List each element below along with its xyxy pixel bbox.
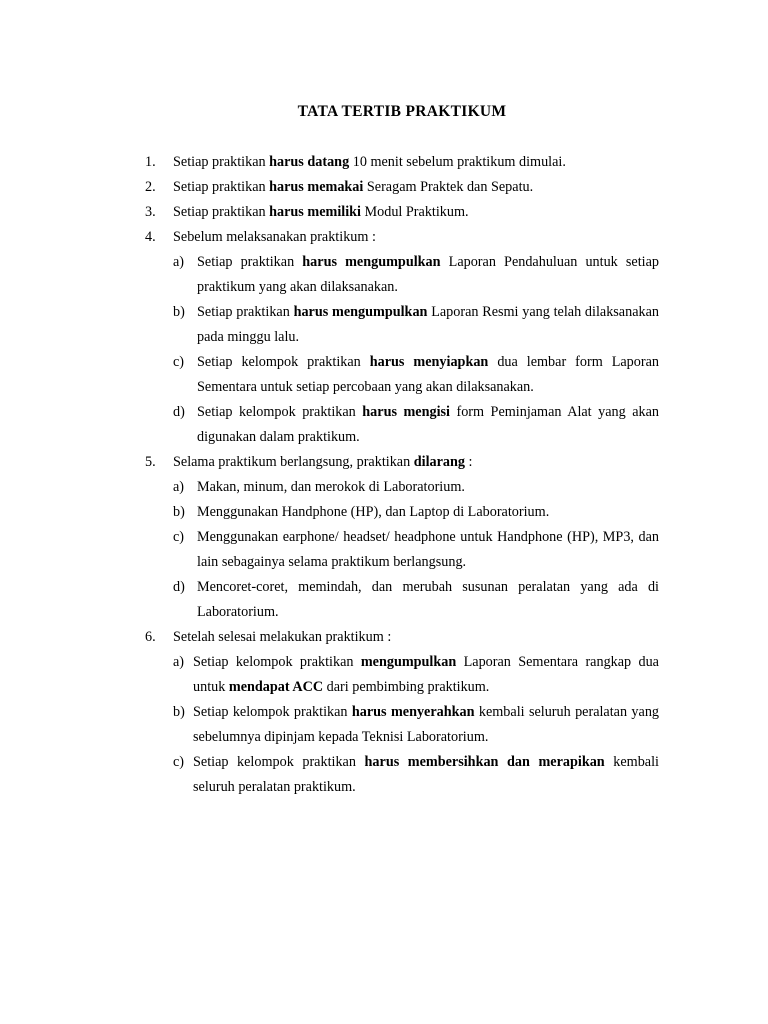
- sub-item: c) Setiap kelompok praktikan harus membersihkan dan merapikan kembali seluruh peralatan praktikum.: [173, 750, 659, 800]
- sub-item: b) Setiap praktikan harus mengumpulkan Laporan Resmi yang telah dilaksanakan pada minggu lalu.: [173, 300, 659, 350]
- sub-list: [173, 250, 659, 450]
- rule-item-1: 1. Setiap praktikan harus datang 10 menit sebelum praktikum dimulai.: [145, 150, 659, 175]
- sub-item: a) Makan, minum, dan merokok di Laboratorium.: [173, 475, 659, 500]
- rule-number: 5.: [145, 454, 156, 470]
- rule-number: 4.: [145, 229, 156, 245]
- sub-item-label: c): [173, 754, 185, 770]
- rule-item-5: 5. Selama praktikum berlangsung, praktikan dilarang : a) Makan, minum, dan merokok di Laboratorium. b) Menggunakan Handphone (HP), dan Laptop di Laboratorium. c) Menggunakan earphone/ headset/ headphone untuk Handphone (HP), MP3, dan lain sebagainya selama praktikum berlangsung. d) Mencoret-coret, memindah, dan merubah susunan peralatan yang ada di Laboratorium.: [145, 450, 659, 625]
- sub-item-label: b): [173, 504, 185, 520]
- sub-item: d) Mencoret-coret, memindah, dan merubah susunan peralatan yang ada di Laboratorium.: [173, 575, 659, 625]
- sub-item-label: b): [173, 704, 185, 720]
- sub-item: a) Setiap praktikan harus mengumpulkan Laporan Pendahuluan untuk setiap praktikum yang akan dilaksanakan.: [173, 250, 659, 300]
- sub-item: b) Menggunakan Handphone (HP), dan Laptop di Laboratorium.: [173, 500, 659, 525]
- sub-list: [173, 475, 659, 625]
- sub-list: [173, 650, 659, 800]
- sub-item: c) Setiap kelompok praktikan harus menyiapkan dua lembar form Laporan Sementara untuk setiap percobaan yang akan dilaksanakan.: [173, 350, 659, 400]
- sub-item: d) Setiap kelompok praktikan harus mengisi form Peminjaman Alat yang akan digunakan dalam praktikum.: [173, 400, 659, 450]
- sub-item-label: d): [173, 579, 185, 595]
- rule-number: 3.: [145, 204, 156, 220]
- sub-item-label: b): [173, 304, 185, 320]
- sub-item-label: c): [173, 354, 185, 370]
- sub-item: c) Menggunakan earphone/ headset/ headphone untuk Handphone (HP), MP3, dan lain sebagainya selama praktikum berlangsung.: [173, 525, 659, 575]
- rules-list: [145, 150, 659, 800]
- rule-item-2: 2. Setiap praktikan harus memakai Seragam Praktek dan Sepatu.: [145, 175, 659, 200]
- rule-number: 1.: [145, 154, 156, 170]
- sub-item-label: a): [173, 654, 185, 670]
- sub-item: a) Setiap kelompok praktikan mengumpulkan Laporan Sementara rangkap dua untuk mendapat ACC dari pembimbing praktikum.: [173, 650, 659, 700]
- rule-item-4: 4. Sebelum melaksanakan praktikum : a) Setiap praktikan harus mengumpulkan Laporan Pendahuluan untuk setiap praktikum yang akan dilaksanakan. b) Setiap praktikan harus mengumpulkan Laporan Resmi yang telah dilaksanakan pada minggu lalu. c) Setiap kelompok praktikan harus menyiapkan dua lembar form Laporan Sementara untuk setiap percobaan yang akan dilaksanakan. d) Setiap kelompok praktikan harus mengisi form Peminjaman Alat yang akan digunakan dalam praktikum.: [145, 225, 659, 450]
- rule-number: 6.: [145, 629, 156, 645]
- sub-item-label: c): [173, 529, 185, 545]
- rule-item-3: 3. Setiap praktikan harus memiliki Modul Praktikum.: [145, 200, 659, 225]
- sub-item: b) Setiap kelompok praktikan harus menyerahkan kembali seluruh peralatan yang sebelumnya dipinjam kepada Teknisi Laboratorium.: [173, 700, 659, 750]
- sub-item-label: a): [173, 479, 185, 495]
- document-title: TATA TERTIB PRAKTIKUM: [297, 103, 507, 120]
- rule-number: 2.: [145, 179, 156, 195]
- sub-item-label: a): [173, 254, 185, 270]
- rule-item-6: 6. Setelah selesai melakukan praktikum : a) Setiap kelompok praktikan mengumpulkan Laporan Sementara rangkap dua untuk mendapat ACC dari pembimbing praktikum. b) Setiap kelompok praktikan harus menyerahkan kembali seluruh peralatan yang sebelumnya dipinjam kepada Teknisi Laboratorium. c) Setiap kelompok praktikan harus membersihkan dan merapikan kembali seluruh peralatan praktikum.: [145, 625, 659, 800]
- sub-item-label: d): [173, 404, 185, 420]
